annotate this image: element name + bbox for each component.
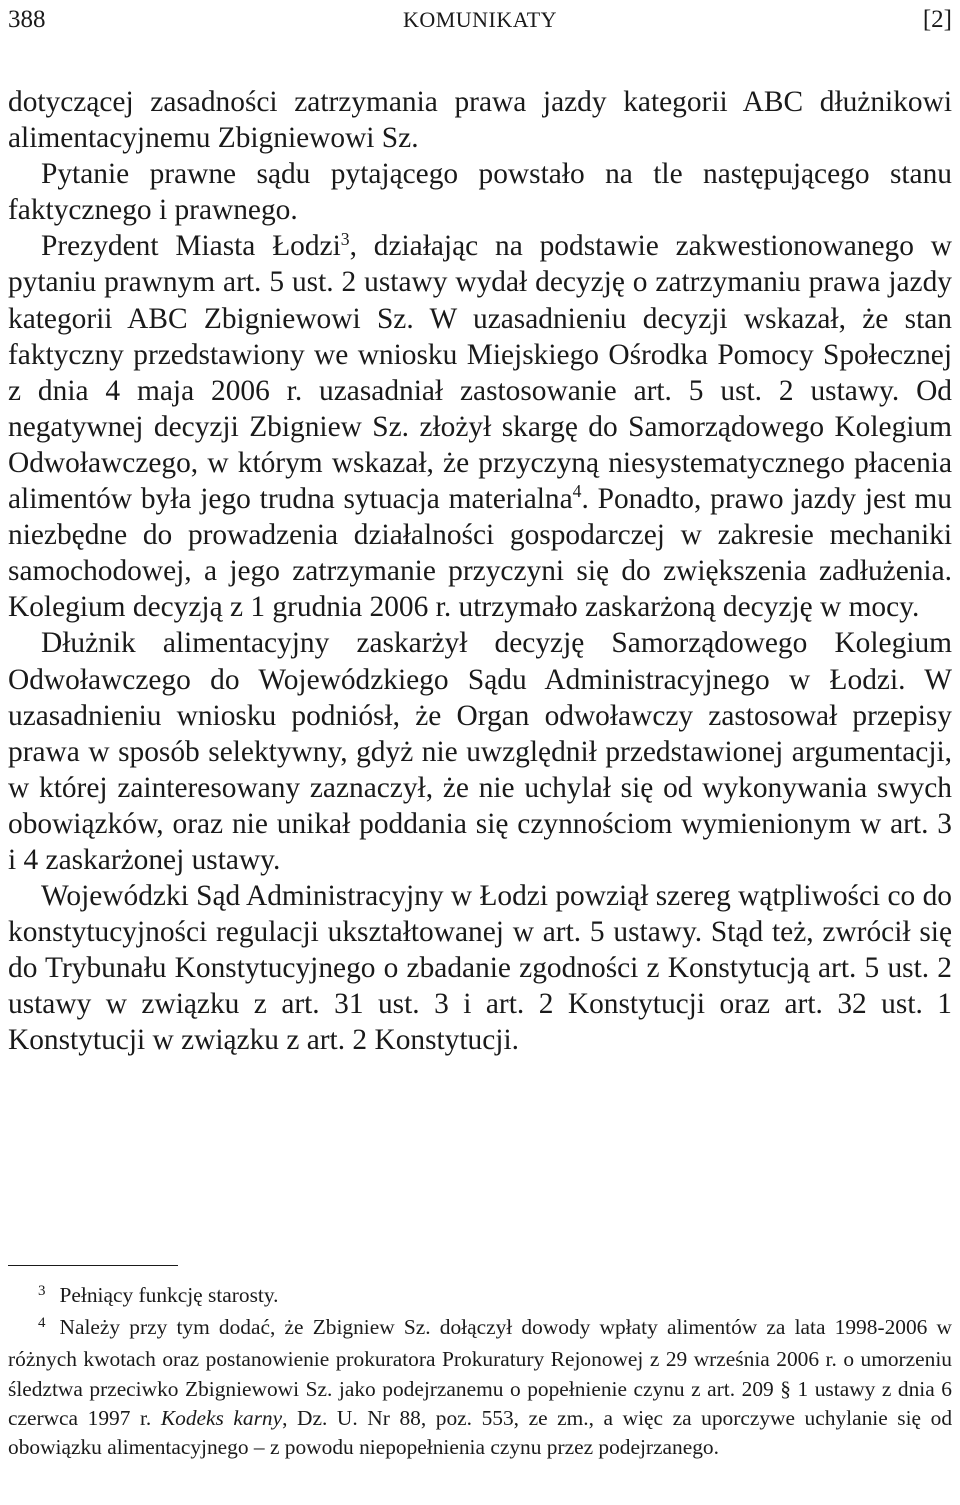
paragraph-3-part-c: . Ponadto, prawo jazdy jest mu niezbędne do prowadzenia działalności gospodarczej w zakresie mechaniki samochodowej, a jego zatrzymanie przyczyni się do zwiększenia zadłużenia. Kolegium decyzją z 1 grudnia 2006 r. utrzymało zaskarżoną decyzję w mocy. [8,483,952,624]
footnote-ref-4: 4 [572,481,582,502]
footnotes [8,1281,952,1462]
page-number: 388 [8,6,46,33]
page-header [8,0,952,40]
paragraph-3-part-a: Prezydent Miasta Łodzi [41,230,341,263]
footnote-text: Pełniący funkcję starosty. [59,1283,279,1307]
paragraph-3-part-b: , działając na podstawie zakwestionowanego w pytaniu prawnym art. 5 ust. 2 ustawy wydał decyzję o zatrzymaniu prawa jazdy kategorii ABC Zbigniewowi Sz. W uzasadnieniu decyzji wskazał, że stan faktyczny przedstawiony we wniosku Miejskiego Ośrodka Pomocy Społecznej z dnia 4 maja 2006 r. uzasadniał zastosowanie art. 5 ust. 2 ustawy. Od negatywnej decyzji Zbigniew Sz. złożył skargę do Samorządowego Kolegium Odwoławczego, w którym wskazał, że przyczyną niesystematycznego płacenia alimentów była jego trudna sytuacja materialna [8,230,953,516]
paragraph-3 [8,228,952,625]
paragraph-1: dotyczącej zasadności zatrzymania prawa jazdy kategorii ABC dłużnikowi alimentacyjnemu Zbigniewowi Sz. [8,86,952,155]
paragraph-5: Wojewódzki Sąd Administracyjny w Łodzi powziął szereg wątpliwości co do konstytucyjności regulacji ukształtowanej w art. 5 ustawy. Stąd też, zwrócił się do Trybunału Konstytucyjnego o zbadanie zgodności z Konstytucją art. 5 ust. 2 ustawy w związku z art. 31 ust. 3 i art. 2 Konstytucji oraz art. 32 ust. 1 Konstytucji w związku z art. 2 Konstytucji. [8,880,952,1057]
footnote-ref-3: 3 [340,228,350,249]
running-head: KOMUNIKATY [402,7,558,32]
footnote-separator [8,1265,178,1266]
footnote-mark: 4 [38,1315,46,1332]
footnote-3 [8,1281,952,1313]
footnote-4 [8,1313,952,1462]
footnote-mark: 3 [38,1283,46,1300]
paragraph-4: Dłużnik alimentacyjny zaskarżył decyzję Samorządowego Kolegium Odwoławczego do Wojewódzkiego Sądu Administracyjnego w Łodzi. W uzasadnieniu wniosku podniósł, że Organ odwoławczy zastosował przepisy prawa w sposób selektywny, gdyż nie uwzględnił przedstawionej argumentacji, w której zainteresowany zaznaczył, że nie uchylał się od wykonywania swych obowiązków, oraz nie unikał poddania się czynnościom wymienionym w art. 3 i 4 zaskarżonej ustawy. [8,627,952,876]
footnote-text-part-b: , Dz. U. Nr 88, poz. 553, ze zm., a więc za uporczywe uchylanie się od obowiązku alimentacyjnego – z powodu niepopełnienia czynu przez podejrzanego. [8,1405,953,1460]
paragraph-2: Pytanie prawne sądu pytającego powstało na tle następującego stanu faktycznego i prawnego. [8,158,952,227]
section-number: [2] [922,6,952,33]
main-text [8,84,952,1059]
footnote-text-part-a: Należy przy tym dodać, że Zbigniew Sz. dołączył dowody wpłaty alimentów za lata 1998-2006 w różnych kwotach oraz postanowienie prokuratora Prokuratury Rejonowej z 29 września 2006 r. o umorzeniu śledztwa przeciwko Zbigniewowi Sz. jako podejrzanemu o popełnienie czynu z art. 209 § 1 ustawy z dnia 6 czerwca 1997 r. [8,1315,952,1430]
footnote-italic-title: Kodeks karny [160,1405,283,1430]
